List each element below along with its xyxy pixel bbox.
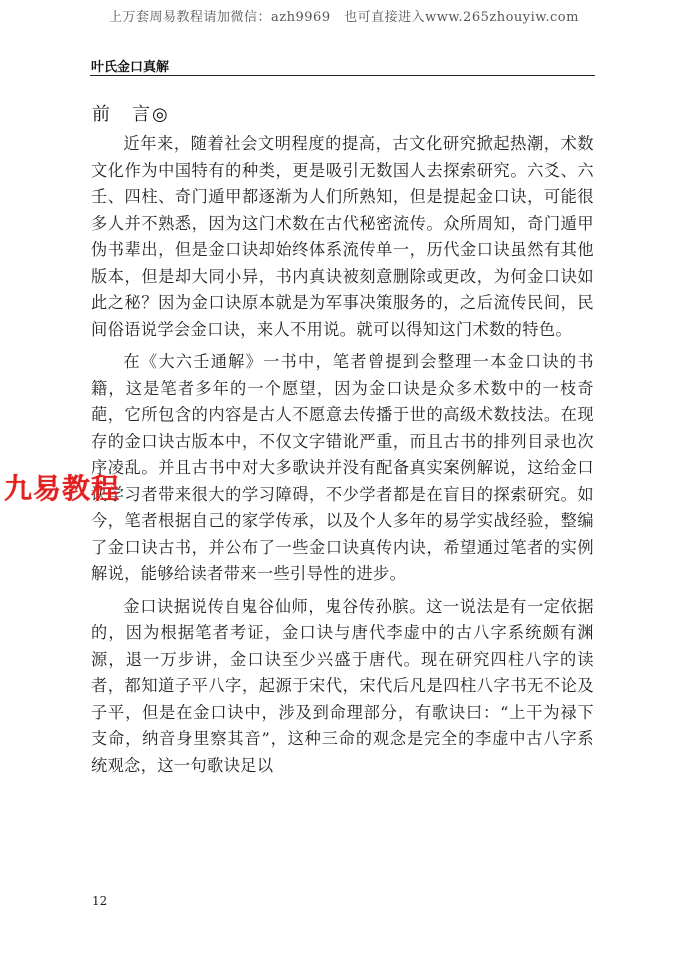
red-watermark-stamp: 九易教程 bbox=[4, 472, 121, 505]
paragraph: 近年来，随着社会文明程度的提高，古文化研究掀起热潮，术数文化作为中国特有的种类，更是吸引无数国人去探索研究。六爻、六壬、四柱、奇门遁甲都逐渐为人们所熟知，但是提起金口诀，可能很多人并不熟悉，因为这门术数在古代秘密流传。众所周知，奇门遁甲伪书辈出，但是金口诀却始终体系流传单一，历代金口诀虽然有其他版本，但是却大同小异，书内真诀被刻意删除或更改，为何金口诀如此之秘？因为金口诀原本就是为军事决策服务的，之后流传民间，民间俗语说学会金口诀，来人不用说。就可以得知这门术数的特色。 bbox=[91, 134, 594, 339]
paragraph: 在《大六壬通解》一书中，笔者曾提到会整理一本金口诀的书籍，这是笔者多年的一个愿望，因为金口诀是众多术数中的一枝奇葩，它所包含的内容是古人不愿意去传播于世的高级术数技法。在现存的金口诀古版本中，不仅文字错讹严重，而且古书的排列目录也次序凌乱。并且古书中对大多歌诀并没有配备真实案例解说，这给金口诀学习者带来很大的学习障碍，不少学者都是在盲目的探索研究。如今，笔者根据自己的家学传承，以及个人多年的易学实战经验，整编了金口诀古书，并公布了一些金口诀真传内诀，希望通过笔者的实例解说，能够给读者带来一些引导性的进步。 bbox=[91, 352, 594, 583]
running-head: 叶氏金口真解 bbox=[91, 60, 170, 75]
top-watermark: 上万套周易教程请加微信：azh9969 也可直接进入www.265zhouyiw.com bbox=[109, 10, 579, 25]
section-heading: 前 言◎ bbox=[92, 104, 170, 125]
body-text bbox=[91, 131, 594, 785]
header-rule bbox=[90, 75, 595, 76]
page-number: 12 bbox=[92, 894, 108, 908]
paragraph: 金口诀据说传自鬼谷仙师，鬼谷传孙膑。这一说法是有一定依据的，因为根据笔者考证，金口诀与唐代李虚中的古八字系统颇有渊源，退一万步讲，金口诀至少兴盛于唐代。现在研究四柱八字的读者，都知道子平八字，起源于宋代，宋代后凡是四柱八字书无不论及子平，但是在金口诀中，涉及到命理部分，有歌诀曰：“上干为禄下支命，纳音身里察其音”，这种三命的观念是完全的李虚中古八字系统观念，这一句歌诀足以 bbox=[91, 596, 594, 775]
